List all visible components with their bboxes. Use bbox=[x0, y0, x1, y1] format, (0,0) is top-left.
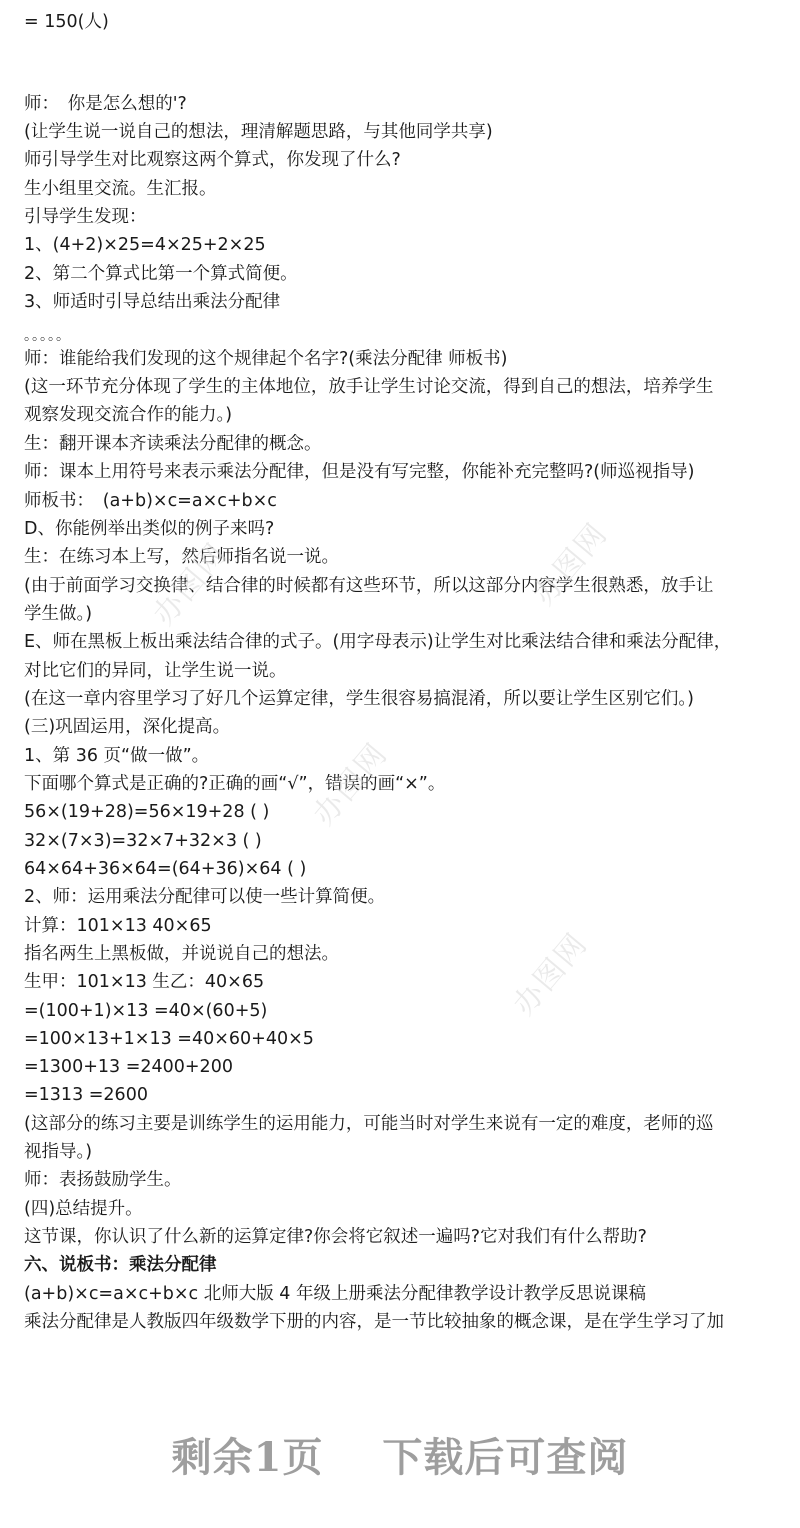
text-line: 计算：101×13 40×65 bbox=[24, 916, 212, 936]
text-line: 生甲：101×13 生乙：40×65 bbox=[24, 972, 265, 992]
watermark: 办图网 bbox=[506, 926, 595, 1023]
text-line: 32×(7×3)=32×7+32×3 ( ) bbox=[24, 831, 262, 851]
text-line: 师：表扬鼓励学生。 bbox=[24, 1170, 182, 1190]
text-line: E、师在黑板上板出乘法结合律的式子。(用字母表示)让学生对比乘法结合律和乘法分配律， bbox=[24, 632, 732, 652]
text-line: (由于前面学习交换律、结合律的时候都有这些环节，所以这部分内容学生很熟悉，放手让 bbox=[24, 576, 714, 596]
text-line: (这部分的练习主要是训练学生的运用能力，可能当时对学生来说有一定的难度，老师的巡 bbox=[24, 1114, 714, 1134]
watermark: 办图网 bbox=[146, 536, 235, 633]
text-line: 1、(4+2)×25=4×25+2×25 bbox=[24, 235, 266, 255]
remaining-pages-label: 剩余1页 bbox=[171, 1434, 324, 1481]
text-line: (三)巩固运用，深化提高。 bbox=[24, 717, 231, 737]
text-line: 对比它们的异同，让学生说一说。 bbox=[24, 661, 287, 681]
text-line: 下面哪个算式是正确的?正确的画“√”，错误的画“×”。 bbox=[24, 774, 446, 794]
ellipsis-dots: 。。。。。 bbox=[24, 328, 71, 344]
text-line: 3、师适时引导总结出乘法分配律 bbox=[24, 292, 281, 312]
watermark: 办图网 bbox=[526, 516, 615, 613]
text-line: (让学生说一说自己的想法，理清解题思路，与其他同学共享) bbox=[24, 122, 493, 142]
text-line: 指名两生上黑板做，并说说自己的想法。 bbox=[24, 944, 339, 964]
download-to-view-label: 下载后可查阅 bbox=[382, 1434, 629, 1481]
text-line: 引导学生发现： bbox=[24, 207, 147, 227]
text-line: 生小组里交流。生汇报。 bbox=[24, 179, 217, 199]
text-line: 56×(19+28)=56×19+28 ( ) bbox=[24, 802, 270, 822]
text-line: =(100+1)×13 =40×(60+5) bbox=[24, 1001, 268, 1021]
text-line: =100×13+1×13 =40×60+40×5 bbox=[24, 1029, 314, 1049]
download-prompt[interactable] bbox=[0, 1426, 800, 1483]
text-line: 2、第二个算式比第一个算式简便。 bbox=[24, 264, 298, 284]
text-line: (这一环节充分体现了学生的主体地位，放手让学生讨论交流，得到自己的想法，培养学生 bbox=[24, 377, 714, 397]
text-line: =1313 =2600 bbox=[24, 1085, 148, 1105]
text-line: 这节课，你认识了什么新的运算定律?你会将它叙述一遍吗?它对我们有什么帮助? bbox=[24, 1227, 647, 1247]
text-line: 视指导。) bbox=[24, 1142, 93, 1162]
text-line: 64×64+36×64=(64+36)×64 ( ) bbox=[24, 859, 307, 879]
text-line: 师： 你是怎么想的'? bbox=[24, 94, 187, 114]
text-line: 观察发现交流合作的能力。) bbox=[24, 405, 233, 425]
text-line: 生：在练习本上写，然后师指名说一说。 bbox=[24, 547, 339, 567]
text-line: = 150(人) bbox=[24, 12, 109, 32]
section-heading: 六、说板书：乘法分配律 bbox=[24, 1255, 217, 1275]
text-line: D、你能例举出类似的例子来吗? bbox=[24, 519, 275, 539]
text-line: (四)总结提升。 bbox=[24, 1199, 143, 1219]
text-line: 乘法分配律是人教版四年级数学下册的内容，是一节比较抽象的概念课，是在学生学习了加 bbox=[24, 1312, 724, 1332]
text-line: 师引导学生对比观察这两个算式，你发现了什么? bbox=[24, 150, 401, 170]
text-line: 1、第 36 页“做一做”。 bbox=[24, 746, 210, 766]
text-line: (在这一章内容里学习了好几个运算定律，学生很容易搞混淆，所以要让学生区别它们。) bbox=[24, 689, 694, 709]
text-line: 师：课本上用符号来表示乘法分配律，但是没有写完整，你能补充完整吗?(师巡视指导) bbox=[24, 462, 695, 482]
text-line: =1300+13 =2400+200 bbox=[24, 1057, 233, 1077]
watermark: 办图网 bbox=[306, 736, 395, 833]
text-line: 师：谁能给我们发现的这个规律起个名字?(乘法分配律 师板书) bbox=[24, 349, 508, 369]
text-line: 学生做。) bbox=[24, 604, 93, 624]
text-line: 生：翻开课本齐读乘法分配律的概念。 bbox=[24, 434, 322, 454]
text-line: 师板书： (a+b)×c=a×c+b×c bbox=[24, 491, 277, 511]
text-line: (a+b)×c=a×c+b×c 北师大版 4 年级上册乘法分配律教学设计教学反思说课稿 bbox=[24, 1284, 646, 1304]
text-line: 2、师：运用乘法分配律可以使一些计算简便。 bbox=[24, 887, 386, 907]
